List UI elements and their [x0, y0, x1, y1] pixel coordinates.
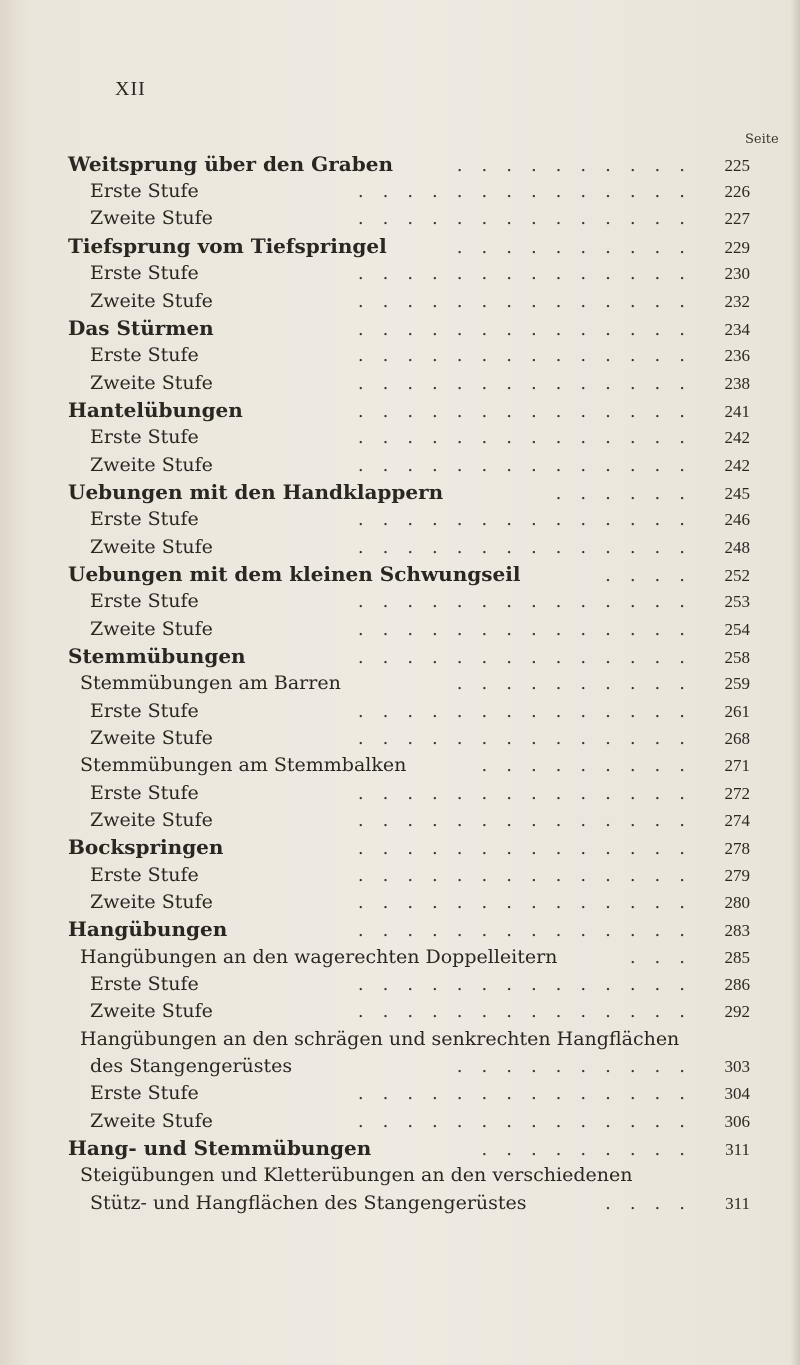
- toc-entry-page: 226: [724, 182, 750, 201]
- toc-entry-page: 242: [724, 428, 750, 447]
- toc-entry-page: 311: [725, 1194, 750, 1213]
- toc-entry[interactable]: [80, 751, 750, 779]
- toc-entry-page: 280: [724, 893, 750, 912]
- toc-entry[interactable]: [90, 724, 750, 752]
- toc-entry-page: 283: [724, 921, 750, 940]
- toc-entry-page: 242: [724, 456, 750, 475]
- leader-dots: ..............: [357, 401, 704, 422]
- toc-entry-title: Zweite Stufe: [90, 290, 213, 312]
- leader-dots: ..............: [357, 537, 704, 558]
- toc-entry[interactable]: [68, 915, 750, 943]
- toc-entry-page: 229: [724, 238, 750, 257]
- toc-entry[interactable]: [68, 642, 750, 670]
- toc-entry[interactable]: [90, 697, 750, 725]
- toc-entry[interactable]: [90, 341, 750, 369]
- toc-entry-page: 274: [724, 811, 750, 830]
- toc-entry[interactable]: [80, 669, 750, 697]
- toc-entry-page: 234: [724, 320, 750, 339]
- toc-entry[interactable]: [68, 478, 750, 506]
- toc-entry-title: Stemmübungen am Stemmbalken: [80, 754, 407, 776]
- toc-entry-page: 232: [724, 292, 750, 311]
- leader-dots: ..............: [357, 591, 704, 612]
- leader-dots: ..............: [357, 263, 704, 284]
- toc-entry[interactable]: [90, 287, 750, 315]
- toc-entry[interactable]: [68, 232, 750, 260]
- leader-dots: ..............: [357, 783, 704, 804]
- leader-dots: ..............: [357, 838, 704, 859]
- leader-dots: ..............: [357, 181, 704, 202]
- toc-entry-page: 225: [724, 156, 750, 175]
- toc-entry[interactable]: [90, 533, 750, 561]
- toc-entry-title: Zweite Stufe: [90, 372, 213, 394]
- toc-entry-title: des Stangengerüstes: [90, 1055, 293, 1077]
- toc-entry[interactable]: [80, 943, 750, 971]
- toc-entry-title: Tiefsprung vom Tiefspringel: [68, 234, 387, 258]
- toc-entry[interactable]: [90, 177, 750, 205]
- toc-entry[interactable]: [90, 615, 750, 643]
- toc-entry-title: Zweite Stufe: [90, 1000, 213, 1022]
- toc-entry-title: Weitsprung über den Graben: [68, 152, 393, 176]
- toc-entry-title: Erste Stufe: [90, 782, 199, 804]
- toc-entry[interactable]: [90, 259, 750, 287]
- leader-dots: ..............: [357, 291, 704, 312]
- toc-entry-page: 258: [724, 648, 750, 667]
- toc-entry-title: Zweite Stufe: [90, 891, 213, 913]
- page-number: XII: [115, 78, 146, 100]
- toc-entry[interactable]: [90, 1079, 750, 1107]
- leader-dots: ..........: [456, 673, 704, 694]
- leader-dots: ..............: [357, 728, 704, 749]
- toc-entry[interactable]: [90, 587, 750, 615]
- leader-dots: ..........: [456, 237, 704, 258]
- toc-entry[interactable]: [68, 396, 750, 424]
- toc-entry-page: 311: [725, 1140, 750, 1159]
- toc-entry-page: 261: [724, 702, 750, 721]
- toc-entry[interactable]: [90, 505, 750, 533]
- leader-dots: ..............: [357, 319, 704, 340]
- toc-entry-page: 279: [724, 866, 750, 885]
- toc-entry-title: Erste Stufe: [90, 864, 199, 886]
- leader-dots: .........: [481, 755, 704, 776]
- toc-entry-title: Erste Stufe: [90, 426, 199, 448]
- toc-entry-page: 248: [724, 538, 750, 557]
- toc-entry[interactable]: [90, 1107, 750, 1135]
- toc-entry-page: 292: [724, 1002, 750, 1021]
- toc-entry-page: 241: [724, 402, 750, 421]
- toc-entry-title: Erste Stufe: [90, 1082, 199, 1104]
- leader-dots: ..........: [456, 1056, 704, 1077]
- toc-entry-page: 253: [724, 592, 750, 611]
- toc-entry-title: Erste Stufe: [90, 973, 199, 995]
- toc-entry[interactable]: [90, 423, 750, 451]
- toc-entry-title: Uebungen mit dem kleinen Schwungseil: [68, 562, 521, 586]
- toc-entry[interactable]: [90, 1189, 750, 1217]
- toc-entry-title: Erste Stufe: [90, 590, 199, 612]
- leader-dots: ..............: [357, 865, 704, 886]
- leader-dots: ..............: [357, 647, 704, 668]
- toc-entry-title: Hangübungen an den schrägen und senkrechten Hangflächen: [80, 1028, 680, 1050]
- leader-dots: ..............: [357, 509, 704, 530]
- leader-dots: ..............: [357, 701, 704, 722]
- leader-dots: ..............: [357, 345, 704, 366]
- leader-dots: ..............: [357, 810, 704, 831]
- toc-entry[interactable]: [80, 1161, 750, 1189]
- toc-entry-title: Hang- und Stemmübungen: [68, 1136, 372, 1160]
- toc-entry-title: Erste Stufe: [90, 344, 199, 366]
- toc-entry[interactable]: [68, 560, 750, 588]
- toc-entry[interactable]: [90, 970, 750, 998]
- leader-dots: ..............: [357, 892, 704, 913]
- leader-dots: ....: [605, 565, 704, 586]
- toc-entry-title: Das Stürmen: [68, 316, 214, 340]
- toc-entry[interactable]: [80, 1025, 750, 1053]
- toc-entry-page: 304: [724, 1084, 750, 1103]
- page-column-header: Seite: [745, 132, 779, 147]
- leader-dots: .........: [481, 1139, 704, 1160]
- toc-entry[interactable]: [90, 861, 750, 889]
- toc-entry[interactable]: [68, 314, 750, 342]
- toc-entry-title: Hangübungen: [68, 917, 228, 941]
- toc-entry[interactable]: [90, 779, 750, 807]
- leader-dots: ..........: [456, 155, 704, 176]
- leader-dots: ..............: [357, 974, 704, 995]
- toc-entry[interactable]: [90, 997, 750, 1025]
- toc-entry-page: 259: [724, 674, 750, 693]
- leader-dots: ..............: [357, 427, 704, 448]
- toc-entry-page: 271: [724, 756, 750, 775]
- toc-entry-page: 278: [724, 839, 750, 858]
- toc-entry-title: Stemmübungen am Barren: [80, 672, 341, 694]
- leader-dots: ..............: [357, 920, 704, 941]
- toc-entry-title: Stemmübungen: [68, 644, 246, 668]
- toc-entry-page: 230: [724, 264, 750, 283]
- leader-dots: ......: [555, 483, 704, 504]
- toc-entry-title: Hantelübungen: [68, 398, 243, 422]
- toc-entry-page: 238: [724, 374, 750, 393]
- toc-entry-title: Erste Stufe: [90, 700, 199, 722]
- leader-dots: ..............: [357, 1001, 704, 1022]
- toc-entry[interactable]: [68, 1134, 750, 1162]
- toc-entry-title: Stütz- und Hangflächen des Stangengerüstes: [90, 1192, 527, 1214]
- toc-entry-title: Hangübungen an den wagerechten Doppelleitern: [80, 946, 558, 968]
- toc-entry[interactable]: [90, 1052, 750, 1080]
- toc-entry-page: 285: [724, 948, 750, 967]
- toc-entry-page: 227: [724, 209, 750, 228]
- toc-entry-title: Zweite Stufe: [90, 207, 213, 229]
- toc-entry-title: Erste Stufe: [90, 262, 199, 284]
- leader-dots: ...: [629, 947, 704, 968]
- toc-entry-title: Zweite Stufe: [90, 727, 213, 749]
- toc-entry-page: 268: [724, 729, 750, 748]
- toc-entry-page: 272: [724, 784, 750, 803]
- toc-entry-title: Zweite Stufe: [90, 809, 213, 831]
- toc-entry[interactable]: [90, 888, 750, 916]
- toc-entry[interactable]: [68, 150, 750, 178]
- toc-entry-title: Erste Stufe: [90, 180, 199, 202]
- toc-entry-title: Zweite Stufe: [90, 618, 213, 640]
- toc-entry-title: Bockspringen: [68, 835, 224, 859]
- toc-entry-page: 246: [724, 510, 750, 529]
- toc-entry-title: Erste Stufe: [90, 508, 199, 530]
- toc-entry[interactable]: [90, 204, 750, 232]
- leader-dots: ..............: [357, 373, 704, 394]
- toc-entry-title: Zweite Stufe: [90, 1110, 213, 1132]
- toc-entry[interactable]: [90, 369, 750, 397]
- toc-entry[interactable]: [90, 451, 750, 479]
- toc-entry-page: 303: [724, 1057, 750, 1076]
- leader-dots: ..............: [357, 619, 704, 640]
- toc-entry-page: 245: [724, 484, 750, 503]
- toc-entry[interactable]: [68, 833, 750, 861]
- toc-entry-page: 306: [724, 1112, 750, 1131]
- toc-entry-title: Steigübungen und Kletterübungen an den verschiedenen: [80, 1164, 633, 1186]
- toc-entry-title: Zweite Stufe: [90, 454, 213, 476]
- toc-entry-title: Zweite Stufe: [90, 536, 213, 558]
- toc-entry-page: 254: [724, 620, 750, 639]
- toc-entry-page: 252: [724, 566, 750, 585]
- toc-entry-page: 236: [724, 346, 750, 365]
- leader-dots: ..............: [357, 1083, 704, 1104]
- leader-dots: ..............: [357, 208, 704, 229]
- leader-dots: ....: [605, 1193, 704, 1214]
- leader-dots: ..............: [357, 1111, 704, 1132]
- toc-entry-page: 286: [724, 975, 750, 994]
- toc-entry-title: Uebungen mit den Handklappern: [68, 480, 444, 504]
- leader-dots: ..............: [357, 455, 704, 476]
- toc-entry[interactable]: [90, 806, 750, 834]
